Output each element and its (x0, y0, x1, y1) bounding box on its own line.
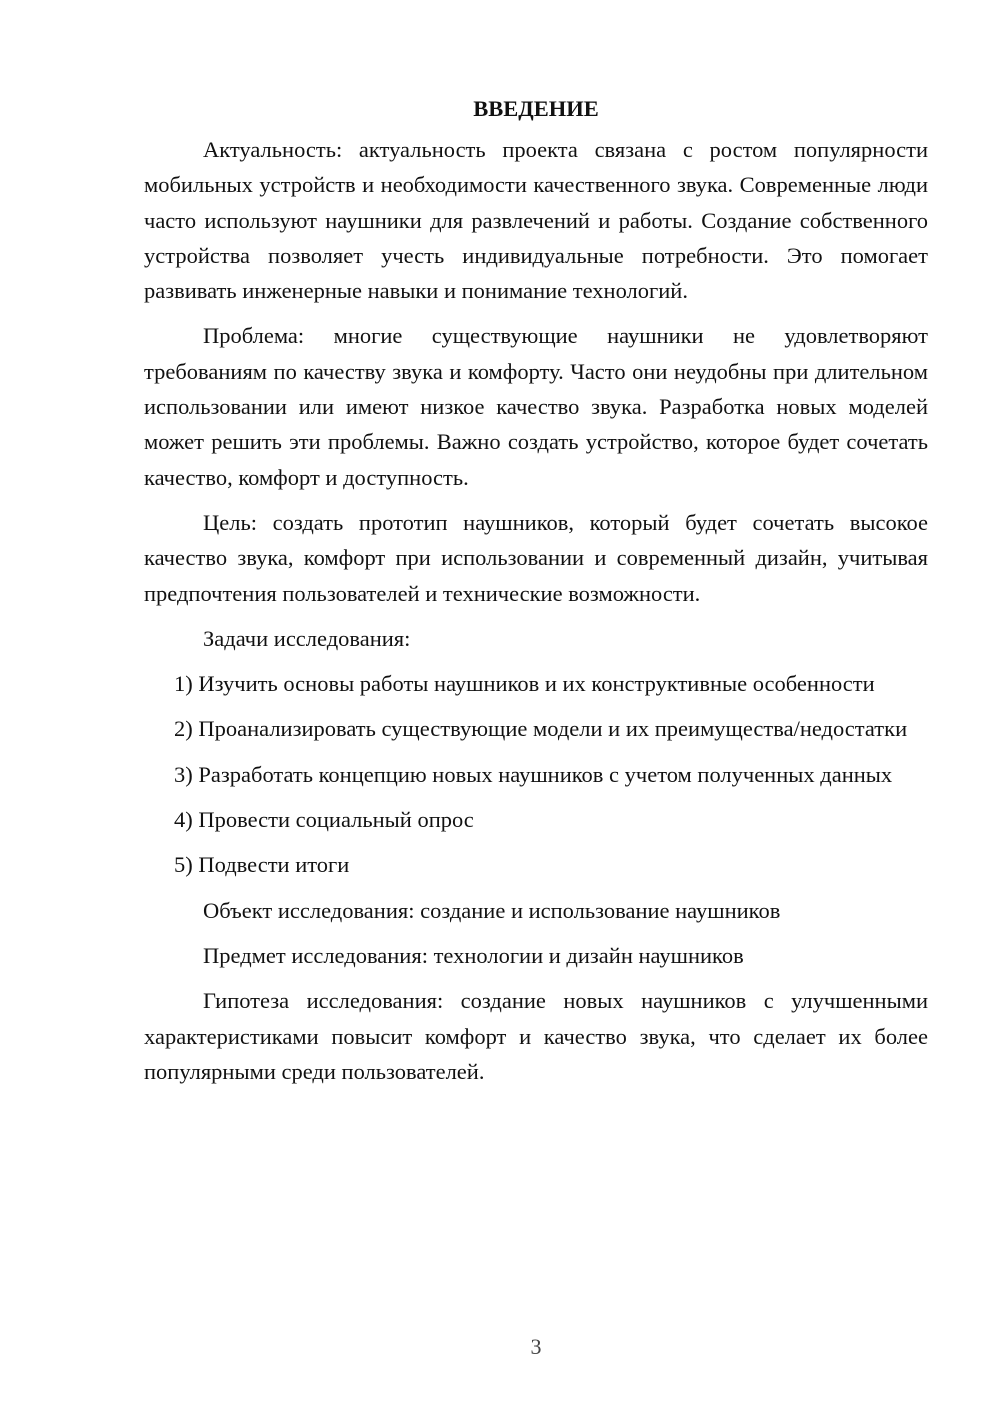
research-subject: Предмет исследования: технологии и дизайн наушников (203, 942, 744, 968)
relevance-paragraph: Актуальность: актуальность проекта связана с ростом популярности мобильных устройств и необходимости качественного звука. Современные люди часто используют наушники для развлечений и работы. Создание собственного устройства позволяет учесть индивидуальные потребности. Это помогает развивать инженерные навыки и понимание технологий. (144, 137, 928, 304)
page-title: ВВЕДЕНИЕ (473, 96, 599, 121)
goal-paragraph: Цель: создать прототип наушников, который будет сочетать высокое качество звука, комфорт при использовании и современный дизайн, учитывая предпочтения пользователей и технические возможности. (144, 509, 928, 606)
task-item-3: 3) Разработать концепцию новых наушников с учетом полученных данных (174, 761, 893, 787)
task-item-1: 1) Изучить основы работы наушников и их конструктивные особенности (174, 671, 875, 697)
research-hypothesis: Гипотеза исследования: создание новых наушников с улучшенными характеристиками повысит комфорт и качество звука, что сделает их более популярными среди пользователей. (144, 988, 928, 1084)
page-number: 3 (530, 1334, 542, 1359)
task-item-5: 5) Подвести итоги (174, 852, 350, 878)
task-item-2: 2) Проанализировать существующие модели и их преимущества/недостатки (174, 716, 908, 742)
task-item-4: 4) Провести социальный опрос (174, 807, 474, 833)
tasks-heading: Задачи исследования: (203, 625, 411, 651)
problem-paragraph: Проблема: многие существующие наушники не удовлетворяют требованиям по качеству звука и комфорту. Часто они неудобны при длительном использовании или имеют низкое качество звука. Разработка новых моделей может решить эти проблемы. Важно создать устройство, которое будет сочетать качество, комфорт и доступность. (144, 323, 928, 490)
research-object: Объект исследования: создание и использование наушников (203, 897, 781, 923)
document-body (144, 90, 928, 1099)
